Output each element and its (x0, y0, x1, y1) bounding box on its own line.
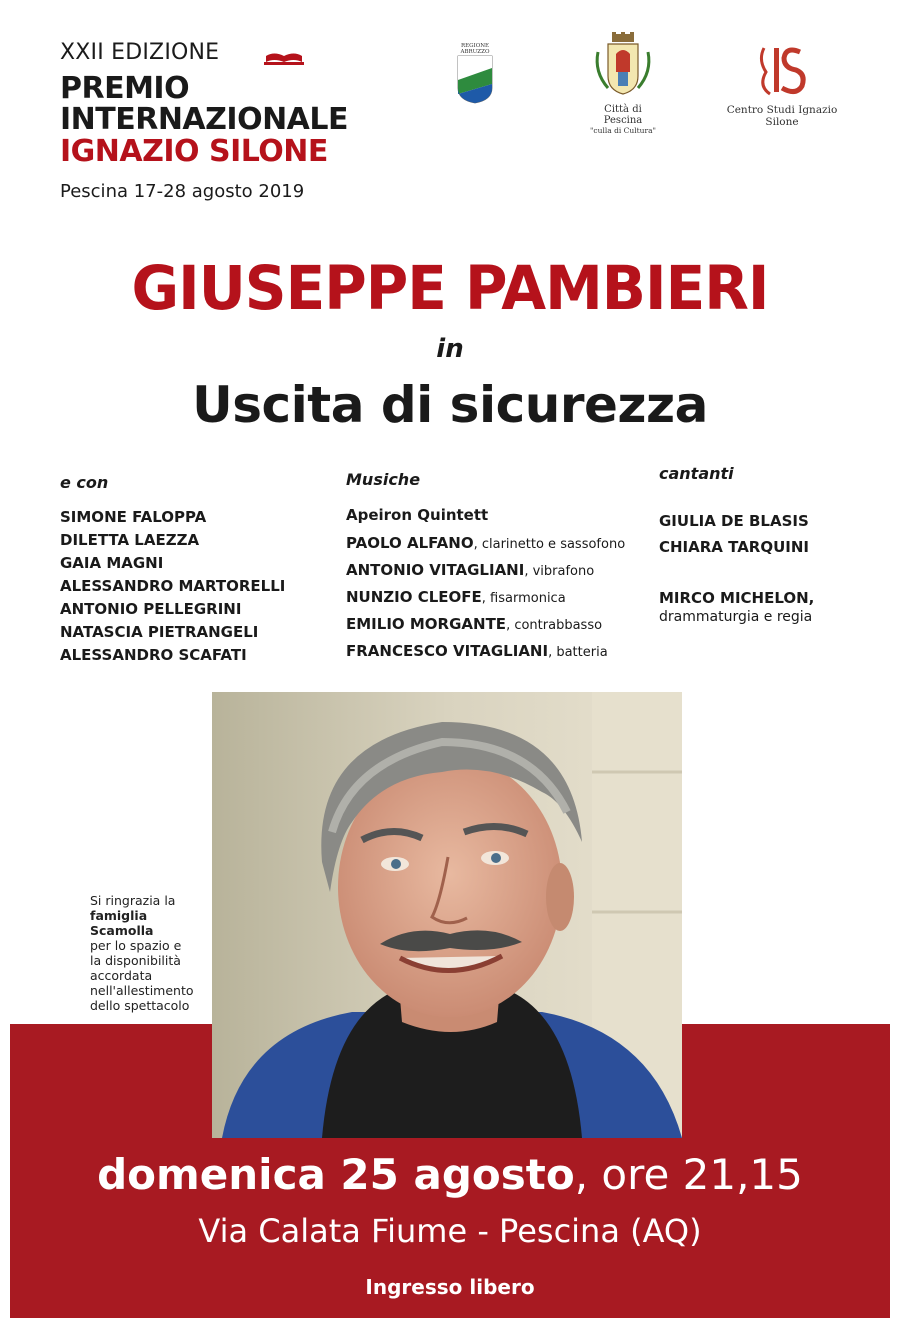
event-date: domenica 25 agosto (97, 1150, 575, 1199)
singer: GIULIA DE BLASIS (659, 512, 809, 530)
ensemble-name: Apeiron Quintett (346, 506, 489, 524)
prize-title-line2: INTERNAZIONALE (60, 102, 349, 137)
musician-role: , contrabbasso (506, 618, 603, 633)
csis-monogram-icon (712, 42, 852, 98)
musician-name: FRANCESCO VITAGLIANI (346, 642, 549, 660)
music-heading: Musiche (346, 470, 421, 489)
citta-di-pescina-logo (588, 32, 658, 135)
svg-text:REGIONE: REGIONE (460, 43, 490, 49)
musician-role: , batteria (548, 645, 608, 660)
cast-member: GAIA MAGNI (60, 554, 164, 572)
cast-heading: e con (60, 473, 109, 492)
pescina-crest-icon (588, 32, 658, 100)
musician (346, 559, 625, 586)
book-icon (264, 50, 304, 66)
music-list (346, 504, 625, 667)
cast-member: ALESSANDRO SCAFATI (60, 646, 247, 664)
centro-studi-silone-logo (712, 42, 852, 128)
event-location: Via Calata Fiume - Pescina (AQ) (198, 1212, 702, 1250)
svg-text:ABRUZZO: ABRUZZO (460, 49, 490, 55)
singers-list (659, 510, 814, 626)
cast-member: ALESSANDRO MARTORELLI (60, 577, 286, 595)
cast-list (60, 506, 285, 667)
musician-name: EMILIO MORGANTE (346, 615, 507, 633)
musician-role: , vibrafono (524, 564, 595, 579)
cast-member: ANTONIO PELLEGRINI (60, 600, 242, 618)
musician (346, 586, 625, 613)
musician-role: , clarinetto e sassofono (473, 537, 626, 552)
director-role: drammaturgia e regia (659, 609, 813, 625)
free-entry-label: Ingresso libero (365, 1275, 535, 1299)
festival-dates: Pescina 17-28 agosto 2019 (60, 181, 305, 202)
singers-heading: cantanti (659, 464, 734, 483)
musician-name: ANTONIO VITAGLIANI (346, 561, 525, 579)
musician (346, 640, 625, 667)
actor-portrait-photo (212, 692, 682, 1138)
acknowledgement-note: Si ringrazia la famiglia Scamolla per lo spazio e la disponibilità accordata nell'allestimento dello spettacolo (90, 893, 194, 1013)
in-connector: in (436, 334, 464, 364)
show-title: Uscita di sicurezza (192, 376, 708, 434)
pescina-subcaption: "culla di Cultura" (589, 126, 657, 135)
edition-label: XXII EDIZIONE (60, 40, 220, 65)
singer: CHIARA TARQUINI (659, 538, 810, 556)
cast-member: DILETTA LAEZZA (60, 531, 200, 549)
cast-member: NATASCIA PIETRANGELI (60, 623, 259, 641)
musician-name: PAOLO ALFANO (346, 534, 474, 552)
event-time: , ore 21,15 (574, 1150, 803, 1199)
regione-abruzzo-logo (455, 40, 495, 104)
csis-caption: Centro Studi Ignazio Silone (726, 104, 838, 128)
director-name: MIRCO MICHELON, (659, 589, 815, 607)
lead-actor-name: GIUSEPPE PAMBIERI (131, 252, 769, 324)
musician (346, 613, 625, 640)
prize-title-line3: IGNAZIO SILONE (60, 134, 328, 169)
musician (346, 532, 625, 559)
musician-role: , fisarmonica (481, 591, 566, 606)
cast-member: SIMONE FALOPPA (60, 508, 207, 526)
pescina-caption: Città di Pescina (603, 104, 643, 126)
event-date-time (10, 1150, 890, 1199)
prize-title-line1: PREMIO (60, 71, 190, 106)
musician-name: NUNZIO CLEOFE (346, 588, 482, 606)
